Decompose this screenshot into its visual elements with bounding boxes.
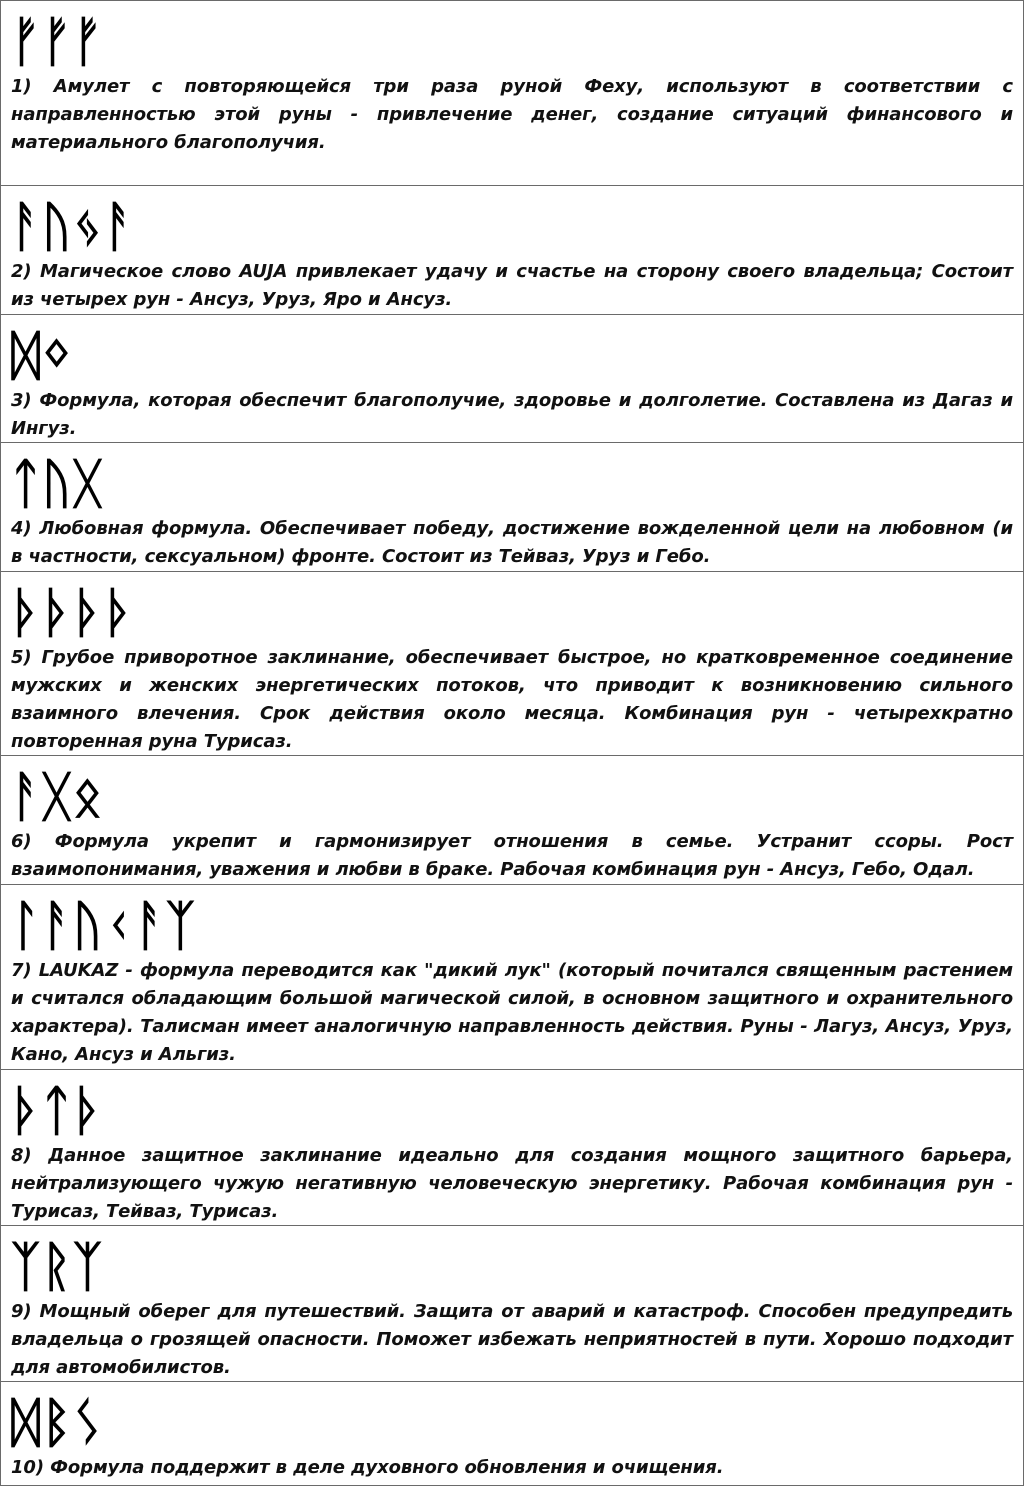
rune-glyphs: ᚦᛏᚦ xyxy=(11,1079,104,1142)
formula-description: 7) LAUKAZ - формула переводится как "дикий лук" (который почитался священным растением и считался обладающим большой магической силой, в основном защитного и охранительного характера). Талисман имеет аналогичную направленность действия. Руны - Лагуз, Ансуз, Уруз, Кано, Ансуз и Альгиз. xyxy=(11,960,1013,1065)
formula-description: 3) Формула, которая обеспечит благополучие, здоровье и долголетие. Составлена из Дагаз и Ингуз. xyxy=(11,390,1013,439)
rune-glyphs: ᛞᛜ xyxy=(11,324,73,387)
formula-description: 6) Формула укрепит и гармонизирует отношения в семье. Устранит ссоры. Рост взаимопонимания, уважения и любви в браке. Рабочая комбинация рун - Ансуз, Гебо, Одал. xyxy=(11,831,1013,880)
rune-glyphs: ᛚᚨᚢᚲᚨᛉ xyxy=(11,894,197,957)
rune-glyphs: ᚠᚠᚠ xyxy=(11,10,104,73)
formula-row-1 xyxy=(1,1,1023,186)
rune-glyphs: ᚨᚢᛃᚨ xyxy=(11,195,135,258)
formula-row-8 xyxy=(1,1070,1023,1226)
formula-row-5 xyxy=(1,572,1023,756)
formula-row-10 xyxy=(1,1382,1023,1485)
formula-description: 8) Данное защитное заклинание идеально для создания мощного защитного барьера, нейтрализующего чужую негативную человеческую энергетику. Рабочая комбинация рун - Турисаз, Тейваз, Турисаз. xyxy=(11,1145,1013,1222)
rune-glyphs: ᛞᛒᛊ xyxy=(11,1391,104,1454)
rune-glyphs: ᚨᚷᛟ xyxy=(11,765,104,828)
formula-description: 9) Мощный оберег для путешествий. Защита от аварий и катастроф. Способен предупредить владельца о грозящей опасности. Поможет избежать неприятностей в пути. Хорошо подходит для автомобилистов. xyxy=(11,1301,1013,1378)
formula-description: 1) Амулет с повторяющейся три раза руной Феху, используют в соответствии с направленностью этой руны - привлечение денег, создание ситуаций финансового и материального благополучия. xyxy=(11,76,1013,153)
rune-glyphs: ᚦᚦᚦᚦ xyxy=(11,581,135,644)
formula-description: 5) Грубое приворотное заклинание, обеспечивает быстрое, но кратковременное соединение мужских и женских энергетических потоков, что приводит к возникновению сильного взаимного влечения. Срок действия около месяца. Комбинация рун - четырехкратно повторенная руна Турисаз. xyxy=(11,647,1013,752)
formula-row-4 xyxy=(1,443,1023,572)
formula-row-3 xyxy=(1,315,1023,443)
formula-row-7 xyxy=(1,885,1023,1070)
rune-glyphs: ᛏᚢᚷ xyxy=(11,452,104,515)
formula-description: 10) Формула поддержит в деле духовного обновления и очищения. xyxy=(11,1457,724,1478)
formula-description: 2) Магическое слово AUJA привлекает удачу и счастье на сторону своего владельца; Состоит из четырех рун - Ансуз, Уруз, Яро и Ансуз. xyxy=(11,261,1013,310)
formula-row-6 xyxy=(1,756,1023,885)
formula-row-2 xyxy=(1,186,1023,315)
rune-glyphs: ᛉᚱᛉ xyxy=(11,1235,104,1298)
formula-row-9 xyxy=(1,1226,1023,1382)
formula-description: 4) Любовная формула. Обеспечивает победу, достижение вожделенной цели на любовном (и в частности, сексуальном) фронте. Состоит из Тейваз, Уруз и Гебо. xyxy=(11,518,1013,567)
